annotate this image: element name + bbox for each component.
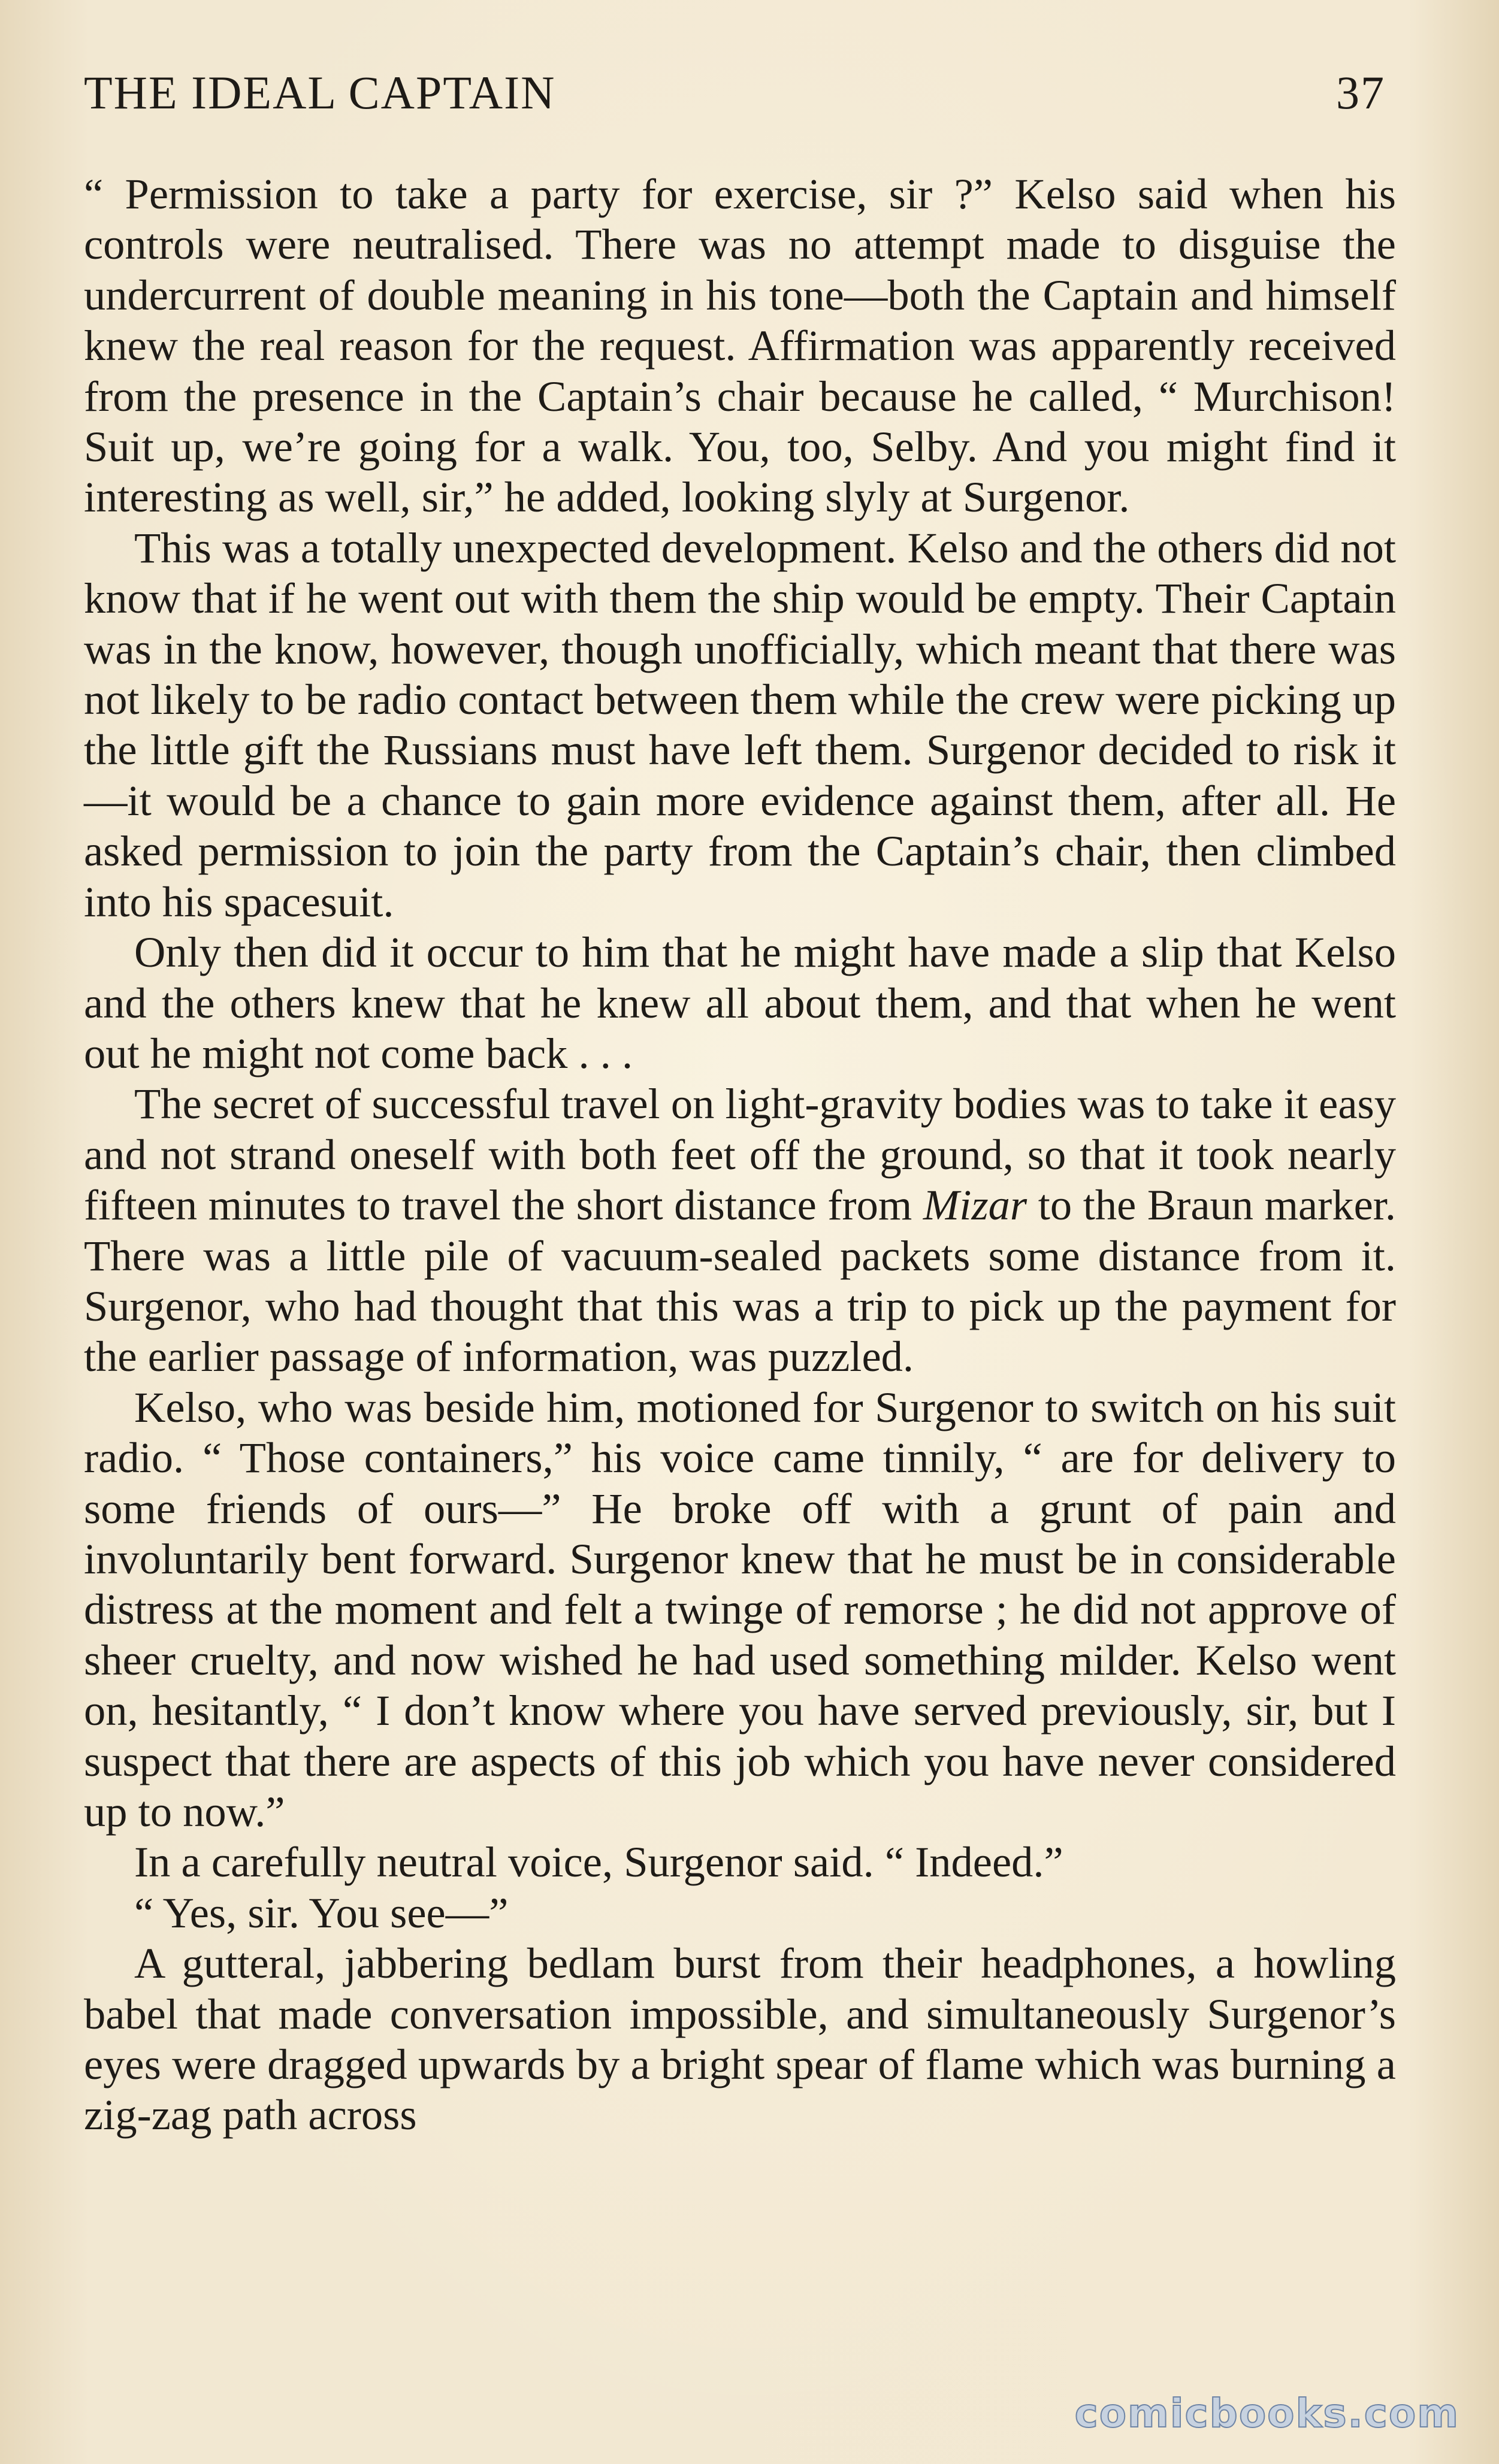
watermark: comicbooks.com [1074,2390,1459,2436]
paragraph-text: The secret of successful travel on light-gravity bodies was to take it easy and not strand oneself with both feet off the ground, so that it took nearly fifteen minutes to travel the short distance from [84,1079,1396,1230]
paragraph: This was a totally unexpected development. Kelso and the others did not know that if he went out with them the ship would be empty. Their Captain was in the know, however, though unofficially, which meant that there was not likely to be radio contact between them while the crew were picking up the little gift the Russians must have left them. Surgenor decided to risk it—it would be a chance to gain more evidence against them, after all. He asked permission to join the party from the Captain’s chair, then climbed into his spacesuit. [84,523,1397,926]
paragraph: “ Yes, sir. You see—” [134,1888,509,1937]
paragraph: A gutteral, jabbering bedlam burst from their headphones, a howling babel that made conversation impossible, and simultaneously Surgenor’s eyes were dragged upwards by a bright spear of flame which was burning a zig-zag path across [84,1939,1396,2139]
paragraph: Only then did it occur to him that he might have made a slip that Kelso and the others knew that he knew all about them, and that when he went out he might not come back . . . [84,928,1396,1077]
body-text [84,169,1396,2141]
paragraph [84,1079,1396,1382]
paragraph: In a carefully neutral voice, Surgenor said. “ Indeed.” [134,1838,1063,1887]
paragraph: Kelso, who was beside him, motioned for Surgenor to switch on his suit radio. “ Those containers,” his voice came tinnily, “ are for delivery to some friends of ours—” He broke off with a grunt of pain and involuntarily bent forward. Surgenor knew that he must be in considerable distress at the moment and felt a twinge of remorse ; he did not approve of sheer cruelty, and now wished he had used something milder. Kelso went on, hesitantly, “ I don’t know where you have served previously, sir, but I suspect that there are aspects of this job which you have never considered up to now.” [84,1382,1396,1836]
ship-name: Mizar [923,1180,1027,1230]
chapter-title: THE IDEAL CAPTAIN [84,66,556,119]
page-number: 37 [1336,66,1385,119]
paragraph: “ Permission to take a party for exercise, sir ?” Kelso said when his controls were neutralised. There was no attempt made to disguise the undercurrent of double meaning in his tone—both the Captain and himself knew the real reason for the request. Affirmation was apparently received from the presence in the Captain’s chair because he called, “ Murchison! Suit up, we’re going for a walk. You, too, Selby. And you might find it interesting as well, sir,” he added, looking slyly at Surgenor. [84,169,1396,522]
running-head [84,66,1385,126]
paragraph-text: to the Braun marker. There was a little pile of vacuum-sealed packets some distance from it. Surgenor, who had thought that this was a trip to pick up the payment for the earlier passage of information, was puzzled. [84,1180,1397,1381]
